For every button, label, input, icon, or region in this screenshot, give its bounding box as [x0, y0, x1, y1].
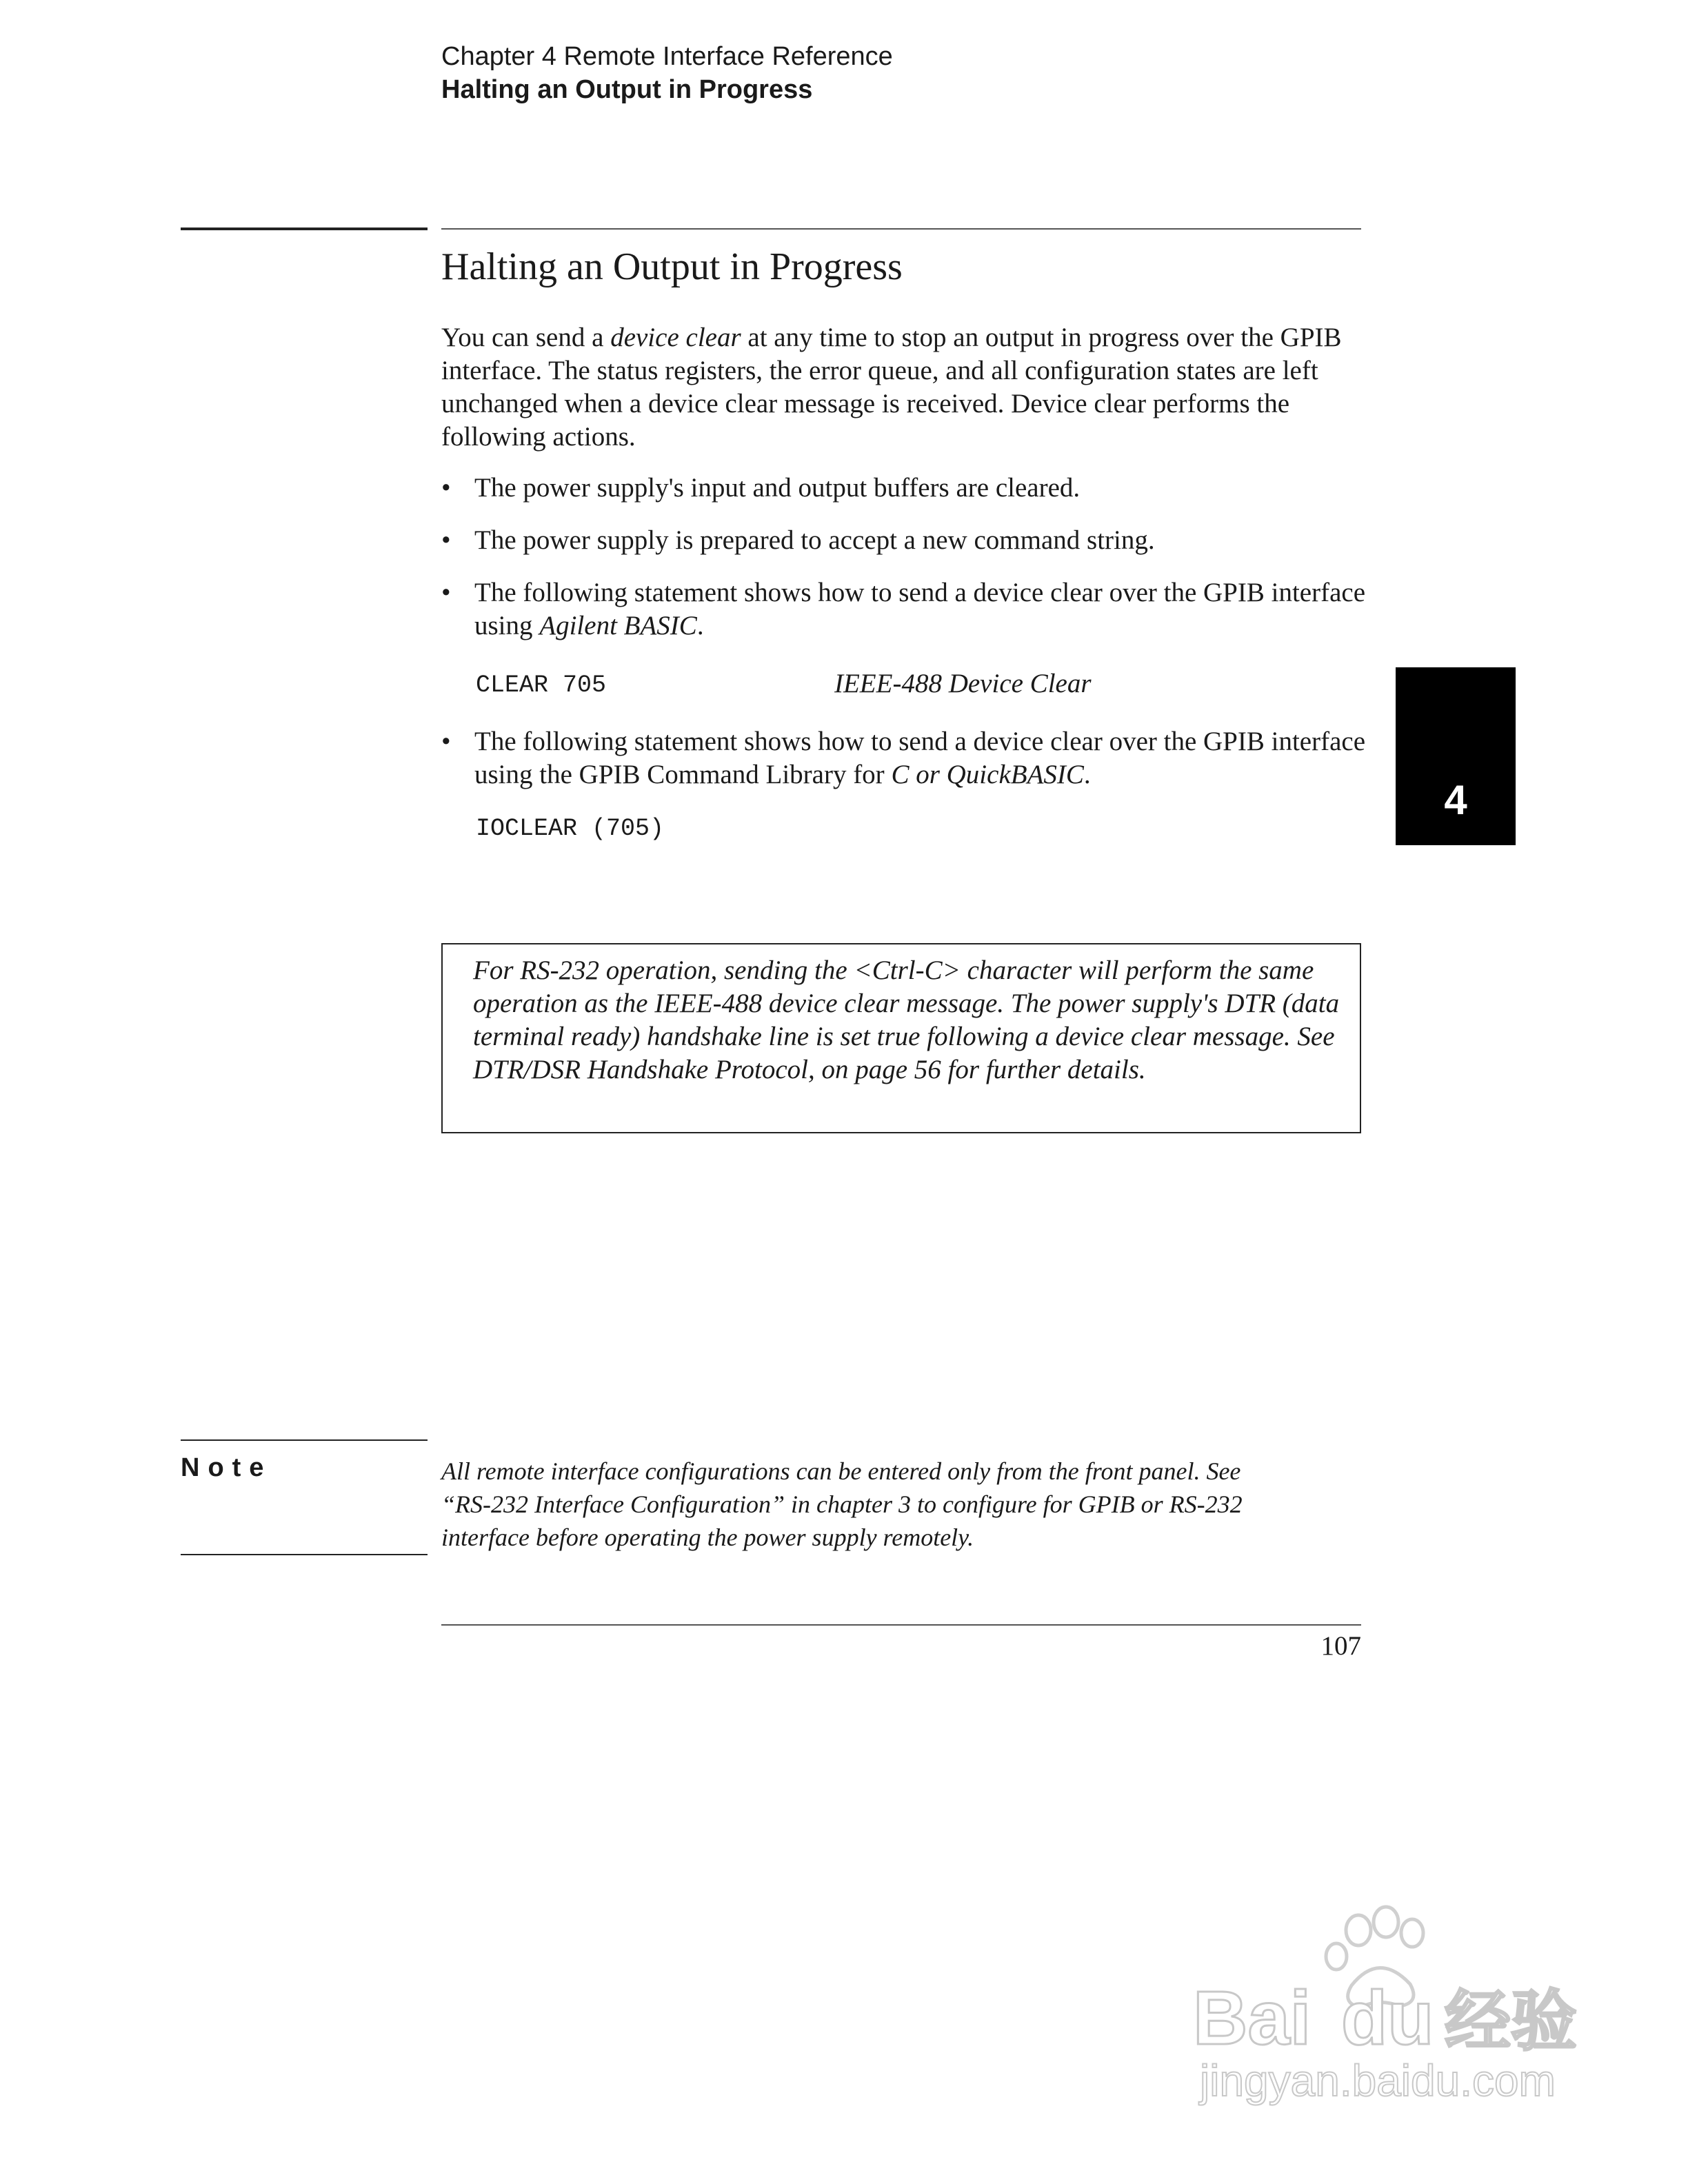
- bullet-item: [441, 524, 1365, 557]
- note-rule-bottom: [181, 1554, 428, 1555]
- watermark-brand: Bai: [1193, 1976, 1312, 2061]
- section-title: Halting an Output in Progress: [441, 245, 903, 288]
- bullet-emphasis: C or QuickBASIC: [891, 760, 1084, 789]
- bullet-tail: .: [1083, 760, 1091, 789]
- section-rule-left: [181, 228, 428, 230]
- watermark-brand2: du: [1341, 1976, 1434, 2061]
- bullet-text-group: [474, 576, 1365, 643]
- note-rule-top: [181, 1439, 428, 1441]
- bullet-item: [441, 472, 1365, 505]
- page-number: 107: [1320, 1631, 1361, 1661]
- bullet-text: The following statement shows how to send a device clear over the GPIB interface using: [474, 578, 1366, 640]
- rs232-callout-text: For RS-232 operation, sending the <Ctrl-C> character will perform the same operation as the IEEE-488 device clear message. The power supply's DTR (data terminal ready) handshake line is set true following a device clear message. See DTR/DSR Handshake Protocol, on page 56 for further details.: [473, 956, 1340, 1084]
- chapter-thumb-tab: [1396, 667, 1516, 845]
- footer-rule: [441, 1624, 1361, 1626]
- intro-before: You can send a: [441, 323, 611, 352]
- bullet-item: [441, 576, 1365, 643]
- rs232-callout-box: [441, 943, 1361, 1133]
- note-text: All remote interface configurations can be entered only from the front panel. See “RS-232 Interface Configuration” in chapter 3 to configure for GPIB or RS-232 interface before operating the power supply remotely.: [441, 1457, 1243, 1551]
- bullet-emphasis: Agilent BASIC: [539, 611, 697, 640]
- bullet-dot-icon: •: [441, 525, 451, 555]
- bullet-dot-icon: •: [441, 727, 451, 756]
- thumb-tab-number: 4: [1444, 777, 1467, 823]
- code-comment: IEEE-488 Device Clear: [834, 669, 1092, 698]
- intro-after: at any time to stop an output in progress over the GPIB interface. The status registers, the error queue, and all configuration states are left unchanged when a device clear message is received. Device clear performs the following actions.: [441, 323, 1342, 452]
- header-chapter: Chapter 4 Remote Interface Reference: [441, 42, 893, 71]
- bullet-text: The power supply's input and output buffers are cleared.: [474, 473, 1081, 503]
- header-section: Halting an Output in Progress: [441, 75, 813, 104]
- bullet-item: [441, 725, 1365, 791]
- watermark-cn: 经验: [1445, 1985, 1577, 2059]
- bullet-tail: .: [696, 611, 704, 640]
- bullet-dot-icon: •: [441, 473, 451, 503]
- intro-paragraph: [441, 321, 1365, 454]
- note-label: Note: [181, 1453, 272, 1482]
- intro-term: device clear: [610, 323, 741, 352]
- running-header: [441, 40, 893, 106]
- bullet-text: The power supply is prepared to accept a new command string.: [474, 525, 1155, 555]
- bullet-text: The following statement shows how to send a device clear over the GPIB interface using the GPIB Command Library for: [474, 727, 1366, 789]
- baidu-watermark: [1172, 1903, 1586, 2110]
- bullet-text-group: [474, 725, 1365, 791]
- section-rule-right: [441, 228, 1361, 230]
- code-line: CLEAR 705: [476, 671, 607, 699]
- watermark-url: jingyan.baidu.com: [1200, 2056, 1556, 2105]
- bullet-dot-icon: •: [441, 578, 451, 607]
- code-line: IOCLEAR (705): [476, 815, 665, 842]
